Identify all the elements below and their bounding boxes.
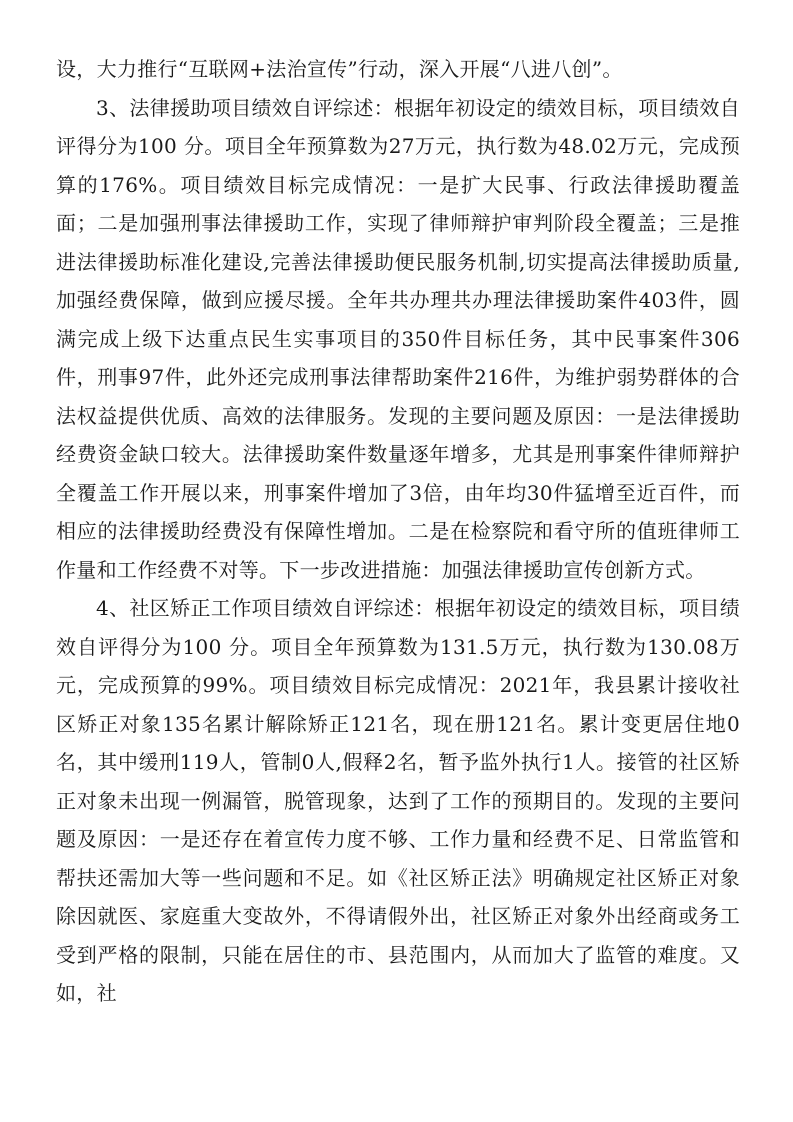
document-page — [56, 50, 740, 1013]
paragraph-legal-aid-review: 3、法律援助项目绩效自评综述：根据年初设定的绩效目标，项目绩效自评得分为100 分。项目全年预算数为27万元，执行数为48.02万元，完成预算的176%。项目绩效目标完成情况：一是扩大民事、行政法律援助覆盖面；二是加强刑事法律援助工作，实现了律师辩护审判阶段全覆盖；三是推进法律援助标准化建设,完善法律援助便民服务机制,切实提高法律援助质量,加强经费保障，做到应援尽援。全年共办理共办理法律援助案件403件，圆满完成上级下达重点民生实事项目的350件目标任务，其中民事案件306件，刑事97件，此外还完成刑事法律帮助案件216件，为维护弱势群体的合法权益提供优质、高效的法律服务。发现的主要问题及原因：一是法律援助经费资金缺口较大。法律援助案件数量逐年增多，尤其是刑事案件律师辩护全覆盖工作开展以来，刑事案件增加了3倍，由年均30件猛增至近百件，而相应的法律援助经费没有保障性增加。二是在检察院和看守所的值班律师工作量和工作经费不对等。下一步改进措施：加强法律援助宣传创新方式。 — [56, 95, 740, 582]
paragraph-continuation: 设，大力推行“互联网+法治宣传”行动，深入开展“八进八创”。 — [56, 57, 623, 81]
paragraph-community-correction-review: 4、社区矫正工作项目绩效自评综述：根据年初设定的绩效目标，项目绩效自评得分为100 分。项目全年预算数为131.5万元，执行数为130.08万元，完成预算的99%。项目绩效目标完成情况：2021年，我县累计接收社区矫正对象135名累计解除矫正121名，现在册121名。累计变更居住地0名，其中缓刑119人，管制0人,假释2名，暂予监外执行1人。接管的社区矫正对象未出现一例漏管，脱管现象，达到了工作的预期目的。发现的主要问题及原因：一是还存在着宣传力度不够、工作力量和经费不足、日常监管和帮扶还需加大等一些问题和不足。如《社区矫正法》明确规定社区矫正对象除因就医、家庭重大变故外，不得请假外出，社区矫正对象外出经商或务工受到严格的限制，只能在居住的市、县范围内，从而加大了监管的难度。又如，社 — [56, 596, 740, 1005]
